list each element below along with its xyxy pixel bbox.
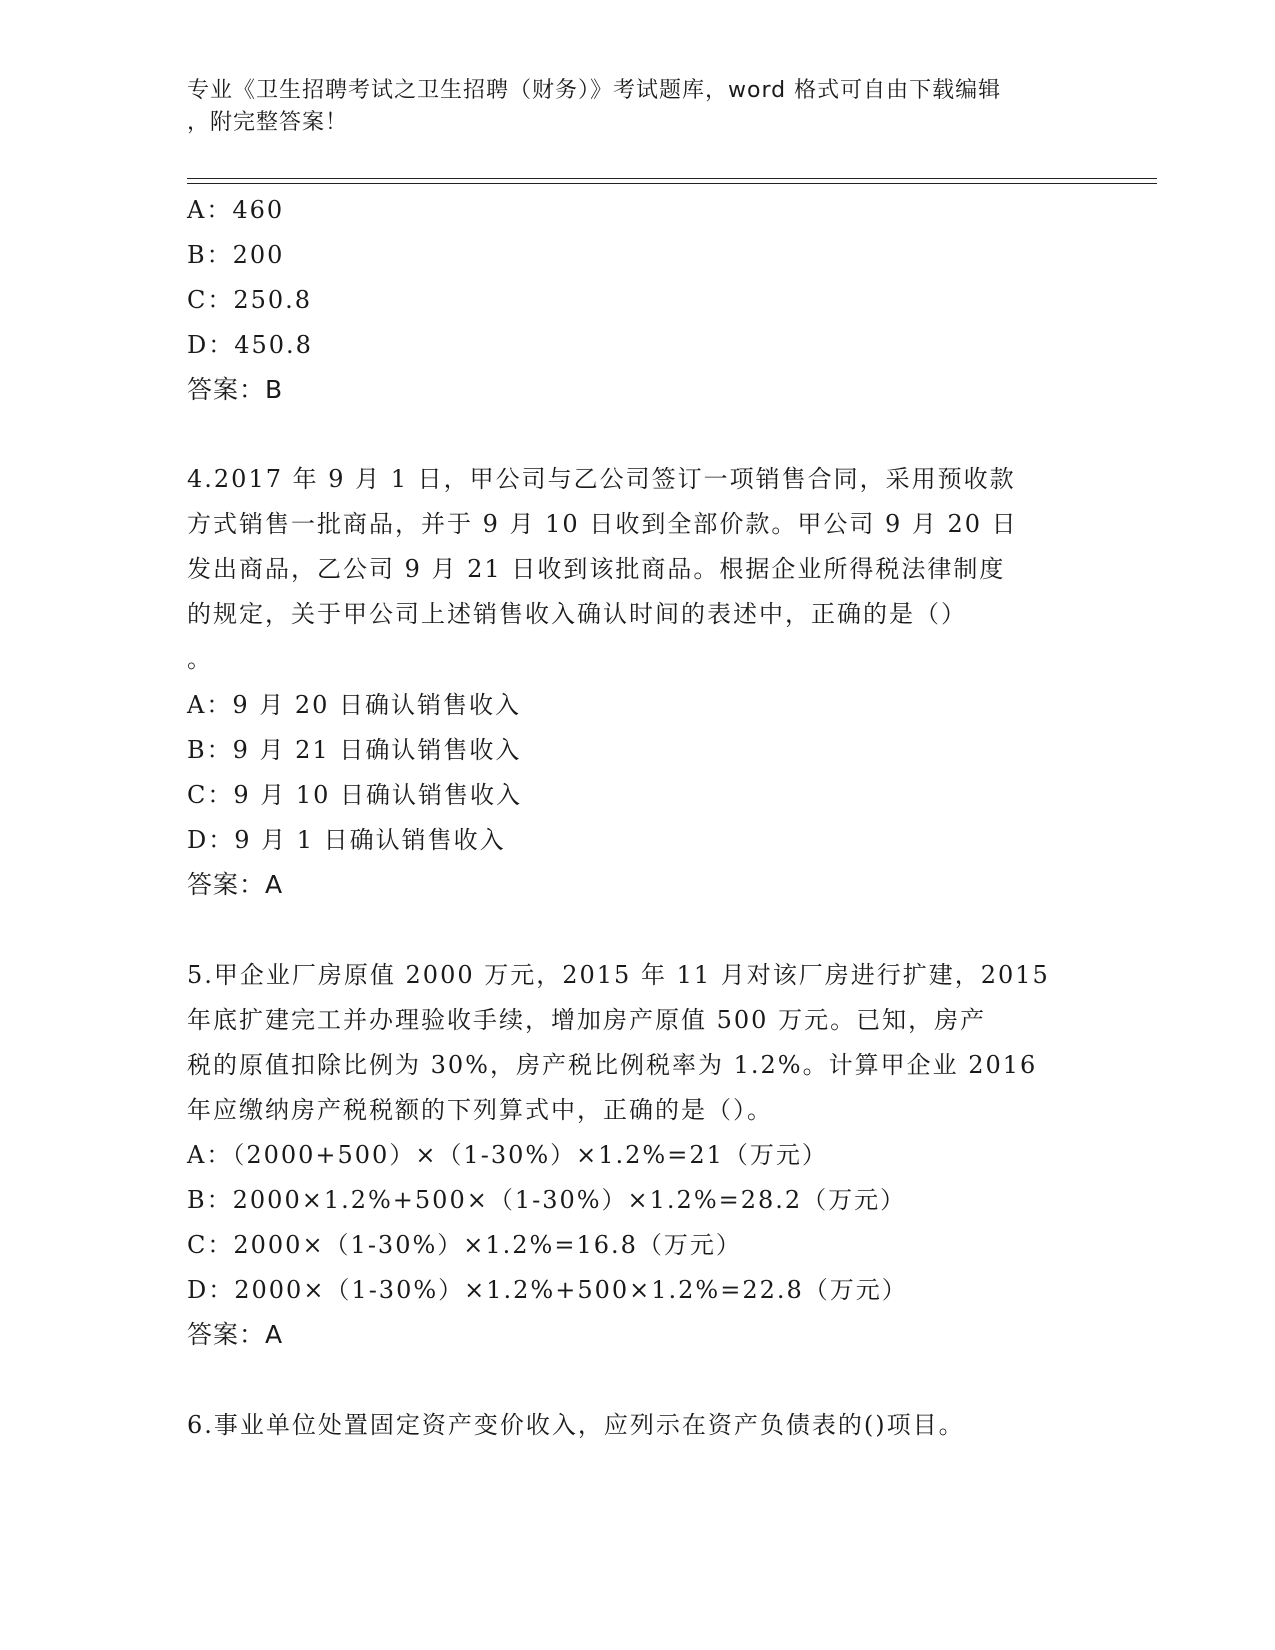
header-divider-top	[187, 178, 1157, 179]
q5-option-b: B：2000×1.2%+500×（1-30%）×1.2%=28.2（万元）	[187, 1186, 907, 1214]
q4-option-b: B：9 月 21 日确认销售收入	[187, 736, 522, 764]
header-line-2: ，附完整答案！	[187, 110, 349, 135]
document-header	[187, 75, 1067, 139]
q6-stem-line-1: 6.事业单位处置固定资产变价收入，应列示在资产负债表的()项目。	[187, 1411, 965, 1439]
q4-stem-line-3: 发出商品，乙公司 9 月 21 日收到该批商品。根据企业所得税法律制度	[187, 555, 1006, 583]
q5-option-d: D：2000×（1-30%）×1.2%+500×1.2%=22.8（万元）	[187, 1276, 908, 1304]
q4-option-c: C：9 月 10 日确认销售收入	[187, 781, 523, 809]
q3-option-a: A：460	[187, 196, 285, 224]
q4-option-d: D：9 月 1 日确认销售收入	[187, 826, 506, 854]
q5-option-a: A：（2000+500）×（1-30%）×1.2%=21（万元）	[187, 1141, 828, 1169]
header-divider-bottom	[187, 183, 1157, 184]
q5-stem-line-3: 税的原值扣除比例为 30%，房产税比例税率为 1.2%。计算甲企业 2016	[187, 1051, 1038, 1079]
q4-option-a: A：9 月 20 日确认销售收入	[187, 691, 522, 719]
q3-option-d: D：450.8	[187, 331, 313, 359]
q5-answer: 答案：A	[187, 1320, 284, 1349]
q4-stem-line-5: 。	[187, 645, 213, 673]
q5-option-c: C：2000×（1-30%）×1.2%=16.8（万元）	[187, 1231, 742, 1259]
q5-stem-line-2: 年底扩建完工并办理验收手续，增加房产原值 500 万元。已知，房产	[187, 1006, 987, 1034]
q4-stem-line-1: 4.2017 年 9 月 1 日，甲公司与乙公司签订一项销售合同，采用预收款	[187, 465, 1016, 493]
q4-stem-line-2: 方式销售一批商品，并于 9 月 10 日收到全部价款。甲公司 9 月 20 日	[187, 510, 1018, 538]
q4-stem-line-4: 的规定，关于甲公司上述销售收入确认时间的表述中，正确的是（）	[187, 600, 967, 628]
q3-option-b: B：200	[187, 241, 285, 269]
q5-stem-line-4: 年应缴纳房产税税额的下列算式中，正确的是（）。	[187, 1096, 773, 1124]
q3-option-c: C：250.8	[187, 286, 313, 314]
q5-stem-line-1: 5.甲企业厂房原值 2000 万元，2015 年 11 月对该厂房进行扩建，2015	[187, 961, 1050, 989]
q3-answer: 答案：B	[187, 375, 284, 404]
q4-answer: 答案：A	[187, 870, 284, 899]
header-line-1: 专业《卫生招聘考试之卫生招聘（财务）》考试题库，word 格式可自由下载编辑	[187, 78, 1002, 103]
